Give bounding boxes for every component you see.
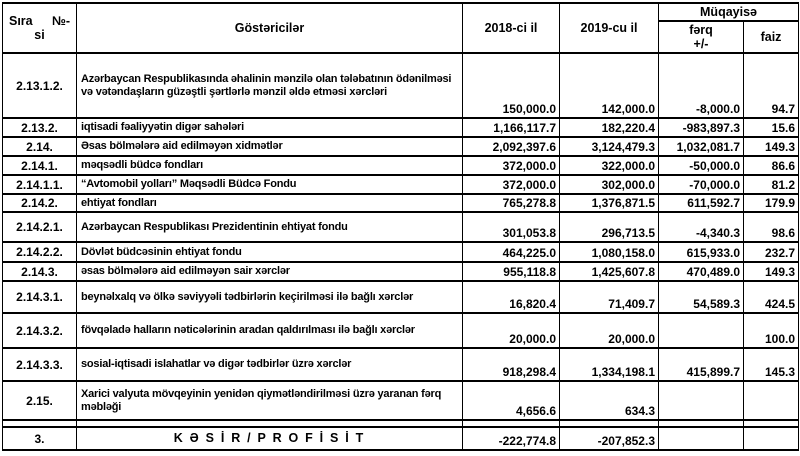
row-value-2019: 1,425,607.8 bbox=[560, 262, 659, 281]
row-label: sosial-iqtisadi islahatlar və digər tədbirlər üzrə xərclər bbox=[77, 348, 463, 381]
row-difference: -70,000.0 bbox=[659, 175, 744, 194]
row-value-2018: 4,656.6 bbox=[463, 381, 560, 420]
row-difference: -4,340.3 bbox=[659, 212, 744, 242]
row-code: 2.14.2. bbox=[3, 194, 77, 212]
row-difference: -50,000.0 bbox=[659, 156, 744, 175]
row-value-2018: 918,298.4 bbox=[463, 348, 560, 381]
row-difference bbox=[659, 313, 744, 348]
row-value-2019: 634.3 bbox=[560, 381, 659, 420]
table-row bbox=[3, 118, 799, 137]
table-row bbox=[3, 427, 799, 450]
row-code: 2.15. bbox=[3, 381, 77, 420]
row-code: 2.14.3. bbox=[3, 262, 77, 281]
row-code: 2.14.1. bbox=[3, 156, 77, 175]
row-value-2018: 1,166,117.7 bbox=[463, 118, 560, 137]
row-label: əsas bölmələrə aid edilməyən sair xərclər bbox=[77, 262, 463, 281]
row-value-2019: -207,852.3 bbox=[560, 427, 659, 450]
column-header-sira-no bbox=[3, 3, 77, 53]
table-row bbox=[3, 381, 799, 420]
row-code: 3. bbox=[3, 427, 77, 450]
row-value-2019: 322,000.0 bbox=[560, 156, 659, 175]
row-code: 2.13.1.2. bbox=[3, 53, 77, 118]
row-label: “Avtomobil yolları” Məqsədli Büdcə Fondu bbox=[77, 175, 463, 194]
column-header-comparison: Müqayisə bbox=[659, 3, 799, 21]
row-value-2018: 150,000.0 bbox=[463, 53, 560, 118]
row-value-2018: -222,774.8 bbox=[463, 427, 560, 450]
budget-table bbox=[2, 2, 799, 451]
row-difference: 1,032,081.7 bbox=[659, 137, 744, 156]
table-row bbox=[3, 313, 799, 348]
table-row bbox=[3, 137, 799, 156]
row-code: 2.13.2. bbox=[3, 118, 77, 137]
row-percent: 145.3 bbox=[744, 348, 799, 381]
difference-label-line1: fərq bbox=[689, 23, 713, 37]
column-header-percent: faiz bbox=[744, 21, 799, 53]
column-header-indicators: Göstəricilər bbox=[77, 3, 463, 53]
row-percent: 86.6 bbox=[744, 156, 799, 175]
no-label: №- bbox=[51, 14, 70, 28]
row-value-2019: 1,080,158.0 bbox=[560, 242, 659, 262]
row-value-2018: 372,000.0 bbox=[463, 175, 560, 194]
row-value-2018: 2,092,397.6 bbox=[463, 137, 560, 156]
row-value-2018: 301,053.8 bbox=[463, 212, 560, 242]
row-code bbox=[3, 420, 77, 427]
row-percent: 98.6 bbox=[744, 212, 799, 242]
table-header bbox=[3, 3, 799, 53]
table-row bbox=[3, 281, 799, 313]
sira-no-line2: si bbox=[34, 28, 45, 42]
table-row bbox=[3, 242, 799, 262]
row-difference: 470,489.0 bbox=[659, 262, 744, 281]
row-difference: -8,000.0 bbox=[659, 53, 744, 118]
row-percent: 81.2 bbox=[744, 175, 799, 194]
row-label: KƏSİR/PROFİSİT bbox=[77, 427, 463, 450]
row-code: 2.14.3.2. bbox=[3, 313, 77, 348]
row-code: 2.14. bbox=[3, 137, 77, 156]
row-label: beynəlxalq və ölkə səviyyəli tədbirlərin keçirilməsi ilə bağlı xərclər bbox=[77, 281, 463, 313]
row-percent bbox=[744, 381, 799, 420]
difference-label-line2: +/- bbox=[693, 37, 709, 51]
row-label: Xarici valyuta mövqeyinin yenidən qiymətləndirilməsi üzrə yaranan fərq məbləği bbox=[77, 381, 463, 420]
row-difference bbox=[659, 381, 744, 420]
row-label: Dövlət büdcəsinin ehtiyat fondu bbox=[77, 242, 463, 262]
row-percent: 149.3 bbox=[744, 262, 799, 281]
row-code: 2.14.1.1. bbox=[3, 175, 77, 194]
row-value-2019 bbox=[560, 420, 659, 427]
row-label: fövqəladə halların nəticələrinin aradan qaldırılması ilə bağlı xərclər bbox=[77, 313, 463, 348]
row-label bbox=[77, 420, 463, 427]
column-header-2018: 2018-ci il bbox=[463, 3, 560, 53]
row-value-2018: 20,000.0 bbox=[463, 313, 560, 348]
row-label: Əsas bölmələrə aid edilməyən xidmətlər bbox=[77, 137, 463, 156]
column-header-difference bbox=[659, 21, 744, 53]
row-percent: 100.0 bbox=[744, 313, 799, 348]
row-difference: 615,933.0 bbox=[659, 242, 744, 262]
row-difference: 611,592.7 bbox=[659, 194, 744, 212]
row-value-2019: 302,000.0 bbox=[560, 175, 659, 194]
row-value-2019: 71,409.7 bbox=[560, 281, 659, 313]
row-value-2019: 1,376,871.5 bbox=[560, 194, 659, 212]
row-label: Azərbaycan Respublikasında əhalinin mənzilə olan tələbatının ödənilməsi və vətəndaşların güzəştli şərtlərlə mənzil əldə etməsi xərcləri bbox=[77, 53, 463, 118]
row-label: Azərbaycan Respublikası Prezidentinin ehtiyat fondu bbox=[77, 212, 463, 242]
row-code: 2.14.3.1. bbox=[3, 281, 77, 313]
row-value-2018: 464,225.0 bbox=[463, 242, 560, 262]
row-percent bbox=[744, 420, 799, 427]
row-percent: 179.9 bbox=[744, 194, 799, 212]
row-percent: 15.6 bbox=[744, 118, 799, 137]
table-row bbox=[3, 175, 799, 194]
row-value-2019: 296,713.5 bbox=[560, 212, 659, 242]
row-code: 2.14.2.2. bbox=[3, 242, 77, 262]
row-percent: 424.5 bbox=[744, 281, 799, 313]
row-percent: 94.7 bbox=[744, 53, 799, 118]
row-difference bbox=[659, 427, 744, 450]
row-difference: -983,897.3 bbox=[659, 118, 744, 137]
row-label: məqsədli büdcə fondları bbox=[77, 156, 463, 175]
sira-label: Sıra bbox=[9, 14, 33, 28]
row-code: 2.14.2.1. bbox=[3, 212, 77, 242]
table-row bbox=[3, 212, 799, 242]
row-value-2019: 20,000.0 bbox=[560, 313, 659, 348]
row-label: iqtisadi fəaliyyətin digər sahələri bbox=[77, 118, 463, 137]
row-code: 2.14.3.3. bbox=[3, 348, 77, 381]
sira-no-line1 bbox=[5, 14, 74, 28]
row-percent: 232.7 bbox=[744, 242, 799, 262]
row-percent: 149.3 bbox=[744, 137, 799, 156]
row-value-2018 bbox=[463, 420, 560, 427]
table-body bbox=[3, 53, 799, 450]
row-value-2019: 182,220.4 bbox=[560, 118, 659, 137]
table-row bbox=[3, 194, 799, 212]
row-difference bbox=[659, 420, 744, 427]
row-label: ehtiyat fondları bbox=[77, 194, 463, 212]
column-header-2019: 2019-cu il bbox=[560, 3, 659, 53]
row-value-2018: 765,278.8 bbox=[463, 194, 560, 212]
row-value-2018: 955,118.8 bbox=[463, 262, 560, 281]
row-value-2019: 3,124,479.3 bbox=[560, 137, 659, 156]
row-value-2018: 372,000.0 bbox=[463, 156, 560, 175]
row-value-2018: 16,820.4 bbox=[463, 281, 560, 313]
row-value-2019: 142,000.0 bbox=[560, 53, 659, 118]
table-row bbox=[3, 156, 799, 175]
row-difference: 54,589.3 bbox=[659, 281, 744, 313]
table-row bbox=[3, 420, 799, 427]
table-row bbox=[3, 53, 799, 118]
row-percent bbox=[744, 427, 799, 450]
table-row bbox=[3, 262, 799, 281]
row-difference: 415,899.7 bbox=[659, 348, 744, 381]
row-value-2019: 1,334,198.1 bbox=[560, 348, 659, 381]
table-row bbox=[3, 348, 799, 381]
